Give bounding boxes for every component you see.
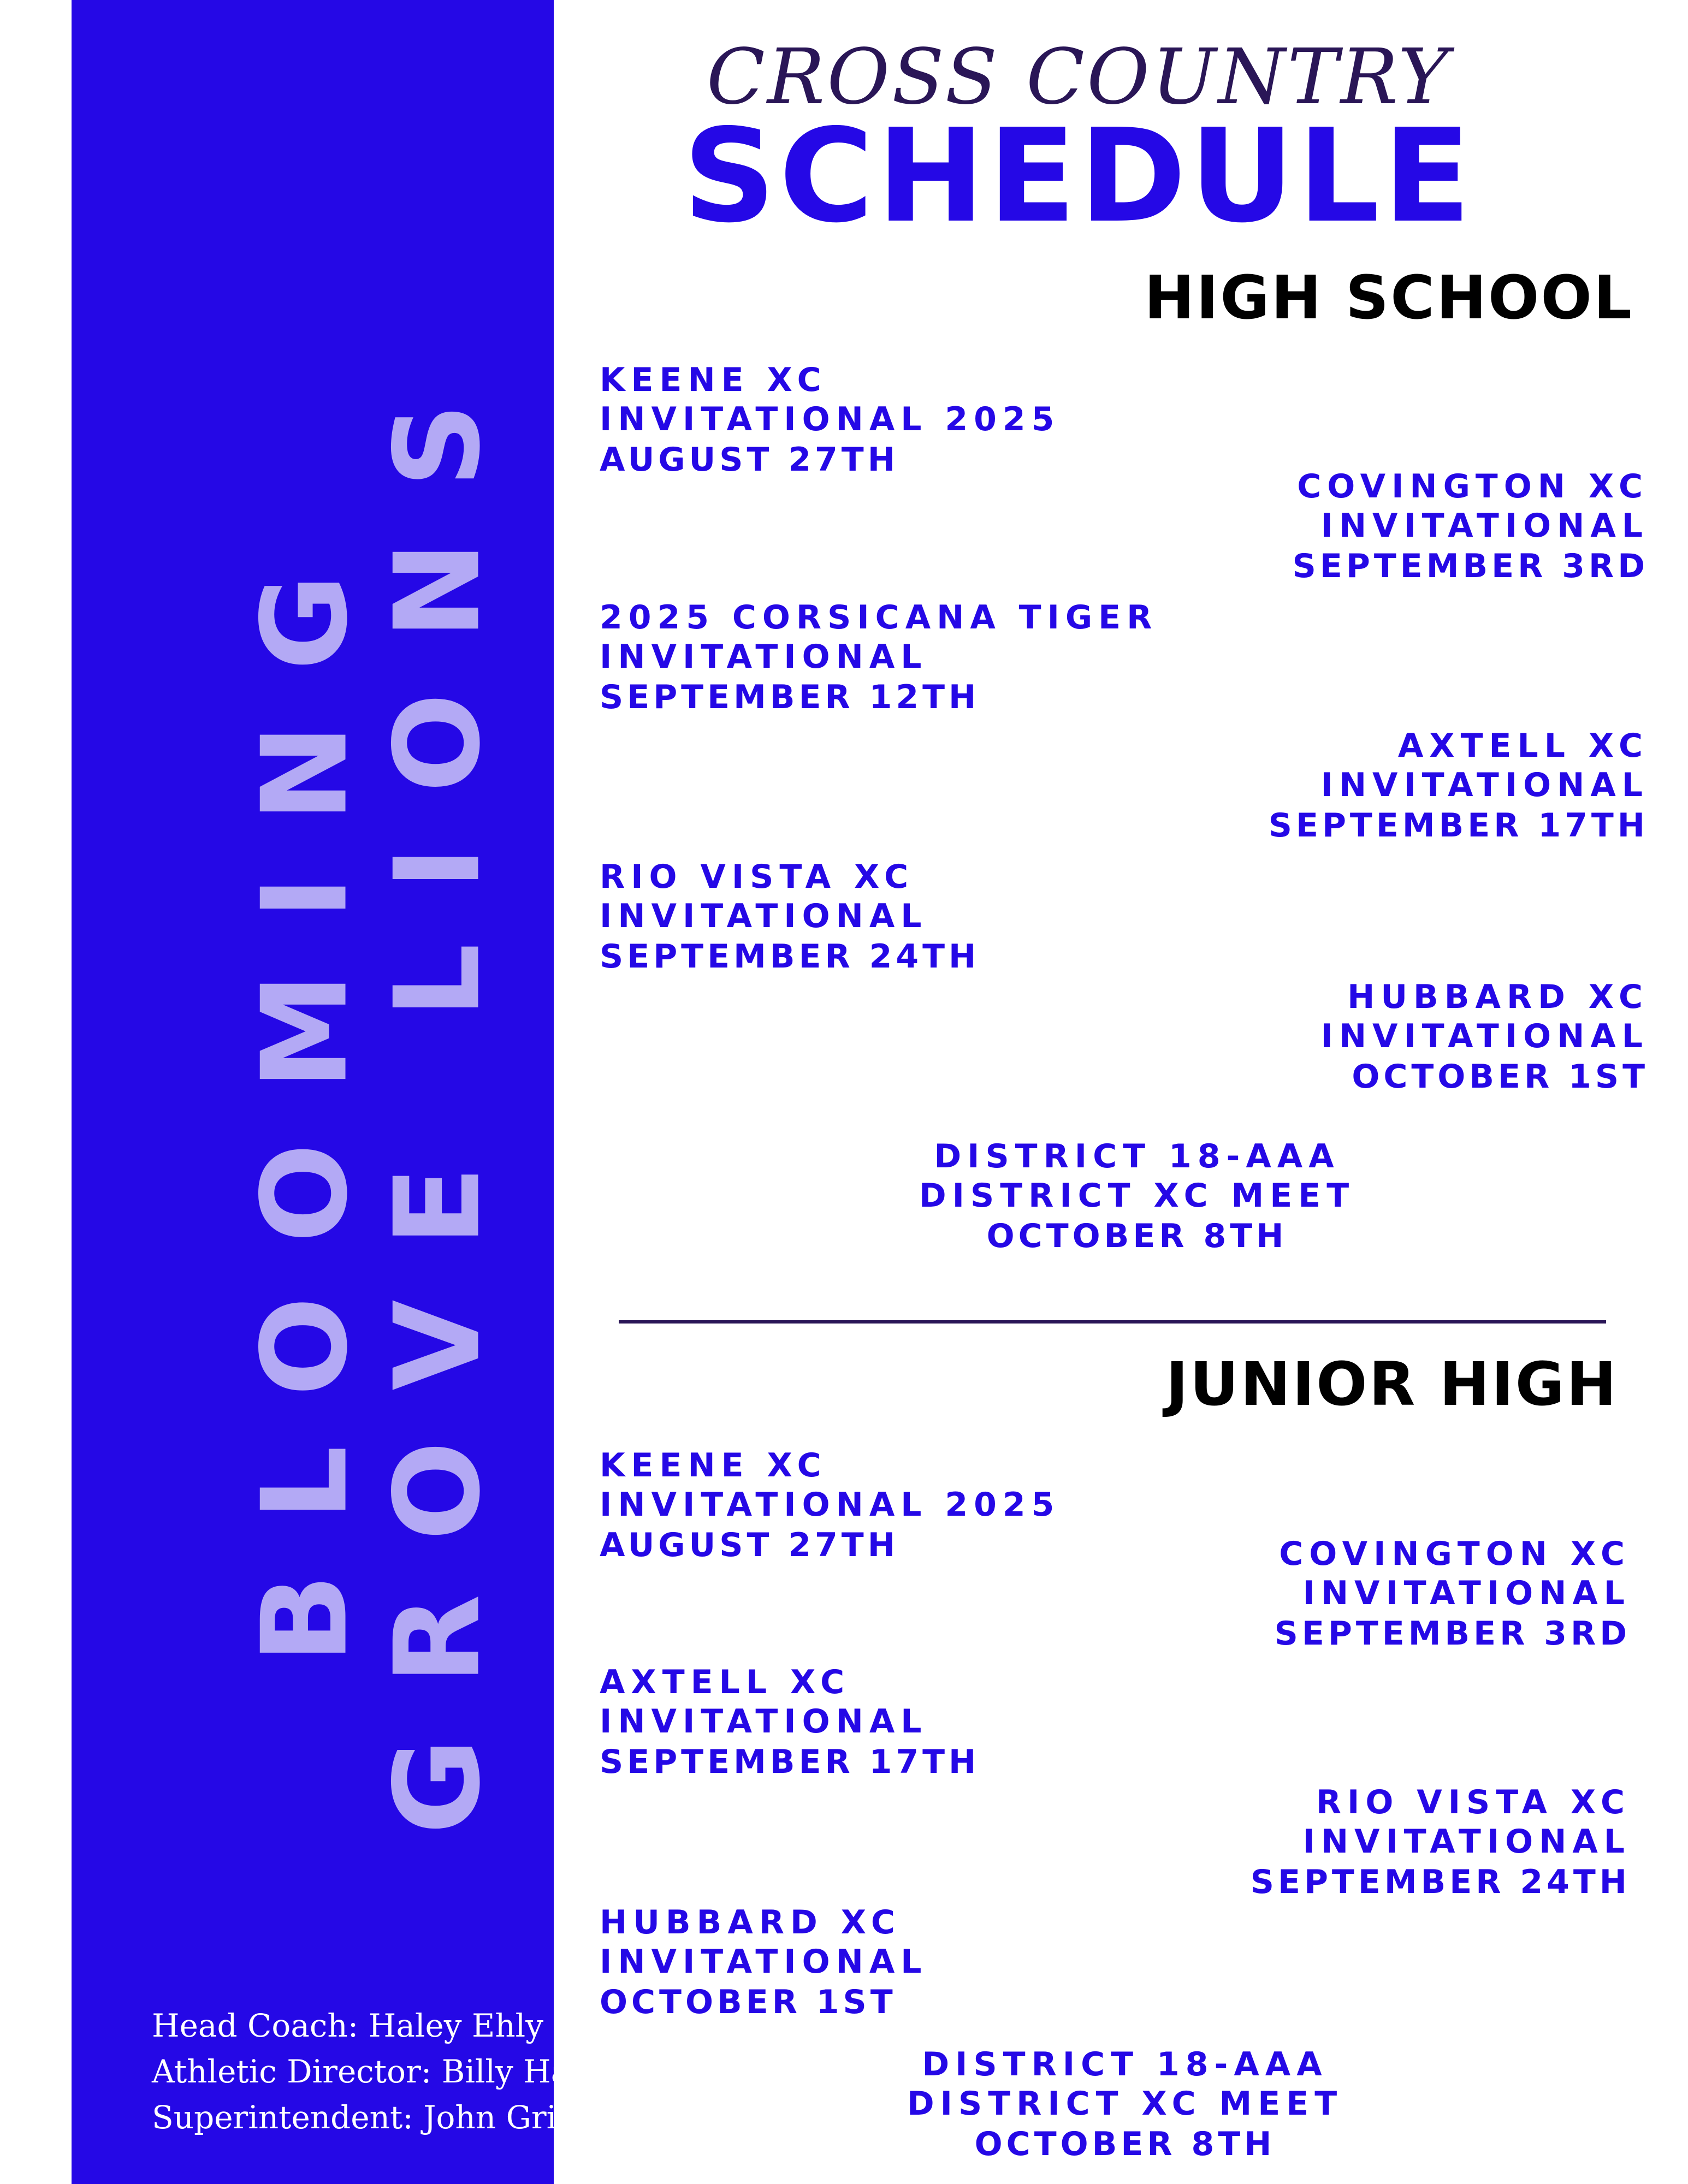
event-date: AUGUST 27TH <box>600 441 899 479</box>
event-name-line1: HUBBARD XC <box>600 1903 901 1942</box>
event-date: SEPTEMBER 3RD <box>1292 547 1649 585</box>
hs-event <box>600 360 1060 480</box>
event-name-line2: DISTRICT XC MEET <box>907 2085 1343 2123</box>
event-date: OCTOBER 1ST <box>1352 1058 1649 1096</box>
event-name-line1: HUBBARD XC <box>1347 978 1649 1016</box>
event-name-line2: INVITATIONAL 2025 <box>600 1486 1061 1524</box>
event-name-line2: INVITATIONAL <box>1302 1823 1631 1861</box>
event-name-line2: INVITATIONAL <box>1320 1017 1649 1055</box>
jh-event <box>1275 1534 1631 1654</box>
page-subtitle: CROSS COUNTRY <box>706 33 1451 122</box>
event-name-line2: DISTRICT XC MEET <box>919 1177 1355 1215</box>
hs-event <box>600 857 980 977</box>
event-name-line1: COVINGTON XC <box>1297 467 1649 506</box>
event-date: SEPTEMBER 3RD <box>1274 1615 1631 1653</box>
event-name-line1: COVINGTON XC <box>1279 1535 1631 1573</box>
hs-event <box>919 1137 1355 1257</box>
event-name-line2: INVITATIONAL <box>600 638 928 676</box>
section-heading-junior-high: JUNIOR HIGH <box>1165 1349 1618 1419</box>
event-date: SEPTEMBER 24TH <box>600 937 980 976</box>
page-title: SCHEDULE <box>683 101 1474 251</box>
event-name-line1: AXTELL XC <box>600 1663 851 1701</box>
section-heading-high-school: HIGH SCHOOL <box>1144 263 1633 333</box>
event-name-line1: KEENE XC <box>600 361 827 399</box>
staff-athletic-director: Athletic Director: Billy Harlan <box>152 2053 635 2090</box>
jh-event <box>600 1446 1060 1566</box>
event-name-line2: INVITATIONAL <box>1302 1574 1631 1612</box>
event-name-line2: INVITATIONAL <box>1320 766 1649 804</box>
event-name-line1: 2025 CORSICANA TIGER <box>600 598 1158 637</box>
staff-head-coach: Head Coach: Haley Ehly <box>152 2007 543 2044</box>
event-date: OCTOBER 8TH <box>974 2125 1276 2163</box>
event-name-line2: INVITATIONAL <box>600 897 928 935</box>
jh-event <box>600 1903 928 2023</box>
event-name-line2: INVITATIONAL 2025 <box>600 400 1061 438</box>
staff-list <box>152 2003 635 2140</box>
jh-event <box>1251 1783 1631 1903</box>
sidebar-title-blooming: BLOOMING <box>236 520 374 1664</box>
event-name-line2: INVITATIONAL <box>1320 507 1649 545</box>
sidebar <box>72 0 635 2184</box>
event-name-line1: AXTELL XC <box>1397 727 1649 765</box>
hs-event <box>1321 977 1649 1097</box>
sidebar-title-grove-lions: GROVE LIONS <box>369 349 506 1835</box>
event-date: SEPTEMBER 12TH <box>600 678 980 716</box>
event-date: AUGUST 27TH <box>600 1526 899 1564</box>
event-name-line1: KEENE XC <box>600 1446 827 1485</box>
staff-superintendent: Superintendent: John Griggs <box>152 2099 614 2136</box>
event-name-line2: INVITATIONAL <box>600 1702 928 1741</box>
event-date: SEPTEMBER 24TH <box>1250 1863 1631 1901</box>
event-name-line2: INVITATIONAL <box>600 1943 928 1981</box>
event-name-line1: RIO VISTA XC <box>1316 1783 1631 1821</box>
hs-event <box>1269 726 1649 846</box>
event-name-line1: DISTRICT 18-AAA <box>922 2045 1328 2084</box>
section-divider <box>619 1320 1606 1324</box>
hs-event <box>600 598 1158 718</box>
event-date: OCTOBER 1ST <box>600 1983 897 2021</box>
event-date: OCTOBER 8TH <box>986 1217 1288 1255</box>
jh-event <box>907 2045 1343 2165</box>
event-date: SEPTEMBER 17TH <box>1268 806 1649 845</box>
event-name-line1: DISTRICT 18-AAA <box>934 1137 1340 1176</box>
event-name-line1: RIO VISTA XC <box>600 858 915 896</box>
hs-event <box>1293 467 1649 587</box>
jh-event <box>600 1663 980 1783</box>
event-date: SEPTEMBER 17TH <box>600 1743 980 1781</box>
